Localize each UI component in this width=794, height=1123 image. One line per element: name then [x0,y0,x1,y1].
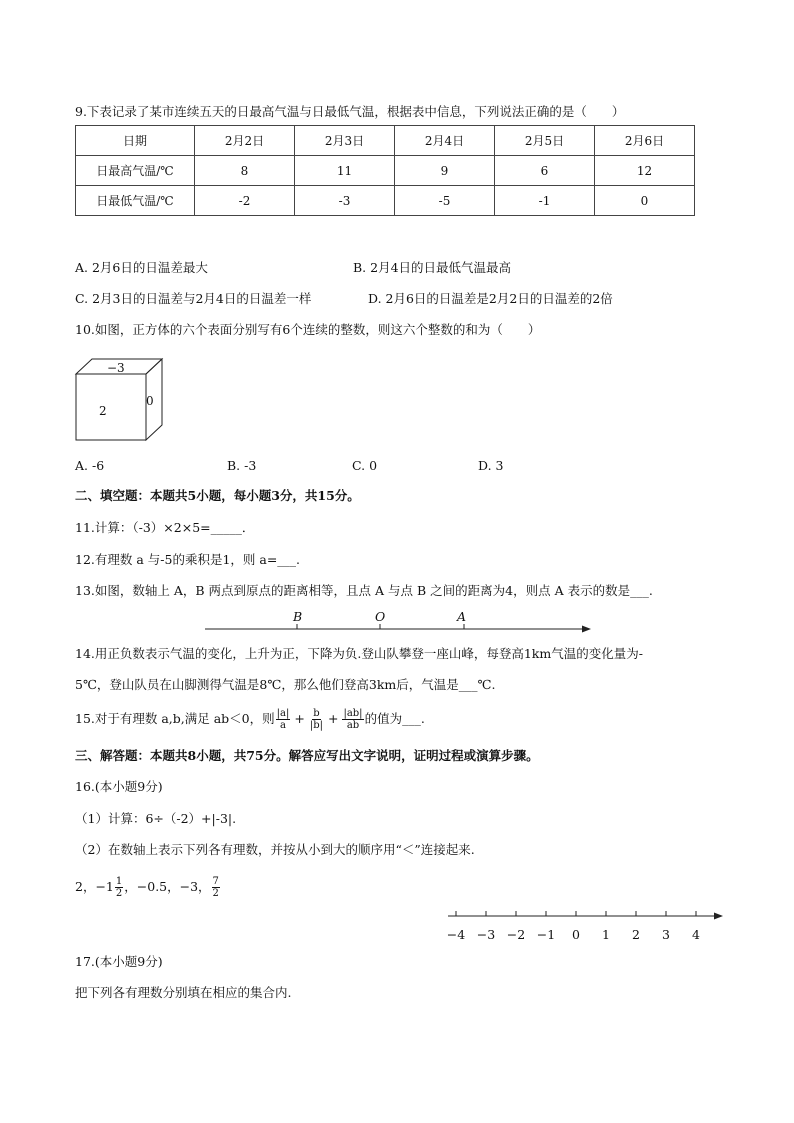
table-cell: -2 [195,186,295,216]
q17-title: 17.(本小题9分) [75,954,163,969]
axis-tick-label: −2 [506,927,526,942]
arrow-icon [582,626,591,633]
table-header-cell: 日期 [76,126,195,156]
q15 [75,705,425,733]
q16-number-line [448,907,728,923]
q10-stem: 10.如图，正方体的六个表面分别写有6个连续的整数，则这六个整数的和为（ ） [75,322,541,337]
fraction-numerator: b [313,707,320,719]
q16-title: 16.(本小题9分) [75,779,163,794]
number-list-mid: ，−0.5，−3， [124,879,211,894]
table-header-cell: 2月5日 [495,126,595,156]
fraction-seven-halves [212,876,220,899]
fraction-abs-a-over-a [276,708,291,731]
arrow-icon [714,913,723,920]
axis-tick-label: 4 [692,927,700,942]
cube-side-number: 0 [146,394,154,408]
point-b-label: B [293,609,303,624]
table-row [76,156,695,186]
fraction-abs-ab-over-ab [342,708,363,731]
q9-option-b: B. 2月4日的日最低气温最高 [353,260,512,275]
q14-line-1: 14.用正负数表示气温的变化，上升为正，下降为负.登山队攀登一座山峰，每登高1km气温的变化量为- [75,646,643,661]
plus-sign: + [294,711,305,726]
plus-sign: + [327,711,339,726]
q14-line-2: 5℃，登山队员在山脚测得气温是8℃，那么他们登高3km后，气温是___℃. [75,677,496,692]
q10-option-c: C. 0 [352,458,378,473]
q10-option-a: A. -6 [75,458,105,473]
table-row [76,186,695,216]
point-a-label: A [457,609,467,624]
fraction-denominator: |b| [309,719,323,731]
axis-tick-label: 3 [662,927,670,942]
q12: 12.有理数 a 与-5的乘积是1，则 a=___. [75,552,301,567]
table-cell: 9 [395,156,495,186]
fraction-denominator: ab [346,719,360,731]
q15-suffix: 的值为___. [364,711,425,726]
fraction-denominator: 2 [212,887,219,899]
axis-tick-label: −3 [476,927,496,942]
point-o-label: O [375,609,386,624]
cube-top-number: −3 [107,361,125,375]
number-list-pre: 2，−1 [75,879,114,894]
fraction-denominator: a [280,719,286,731]
axis-tick-label: −4 [446,927,466,942]
table-header-cell: 2月6日 [595,126,695,156]
axis-tick-label: 1 [602,927,610,942]
table-cell: 日最高气温/℃ [76,156,195,186]
q9-stem: 9.下表记录了某市连续五天的日最高气温与日最低气温，根据表中信息，下列说法正确的是（ ） [75,104,625,119]
table-cell: 日最低气温/℃ [76,186,195,216]
fraction-one-half [115,876,123,899]
q9-option-a: A. 2月6日的日温差最大 [75,260,208,275]
section-3-heading: 三、解答题：本题共8小题，共75分。解答应写出文字说明，证明过程或演算步骤。 [75,748,539,763]
q10-option-d: D. 3 [478,458,504,473]
table-cell: -5 [395,186,495,216]
table-cell: -1 [495,186,595,216]
q16-part-2: （2）在数轴上表示下列各有理数，并按从小到大的顺序用“＜”连接起来. [75,842,475,857]
fraction-b-over-abs-b [309,708,324,731]
axis-tick-label: −1 [536,927,556,942]
table-cell: 8 [195,156,295,186]
q16-part-1: （1）计算：6÷（-2）+|-3|. [75,811,237,826]
q10-option-b: B. -3 [227,458,257,473]
cube-front-face [76,374,146,440]
axis-tick-label: 2 [632,927,640,942]
table-header-cell: 2月2日 [195,126,295,156]
axis-tick-label: 0 [572,927,580,942]
table-header-row [76,126,695,156]
table-cell: 12 [595,156,695,186]
temperature-table [75,125,695,216]
q13-number-line [205,620,595,638]
q9-option-c: C. 2月3日的日温差与2月4日的日温差一样 [75,291,312,306]
q13-stem: 13.如图，数轴上 A，B 两点到原点的距离相等，且点 A 与点 B 之间的距离为4，则点 A 表示的数是___. [75,583,653,598]
section-2-heading: 二、填空题：本题共5小题，每小题3分，共15分。 [75,488,360,503]
q11: 11.计算：（-3）×2×5=_____． [75,520,255,535]
q16-number-list [75,872,221,902]
table-header-cell: 2月4日 [395,126,495,156]
cube-front-number: 2 [99,404,107,418]
table-header-cell: 2月3日 [295,126,395,156]
fraction-numerator: 7 [212,875,219,887]
table-cell: 11 [295,156,395,186]
table-cell: 0 [595,186,695,216]
q17-text: 把下列各有理数分别填在相应的集合内. [75,985,292,1000]
table-cell: -3 [295,186,395,216]
table-cell: 6 [495,156,595,186]
fraction-numerator: 1 [115,875,123,887]
fraction-numerator: |ab| [343,707,363,719]
q15-prefix: 15.对于有理数 a,b,满足 ab＜0，则 [75,711,275,726]
fraction-numerator: |a| [276,707,290,719]
q9-option-d: D. 2月6日的日温差是2月2日的日温差的2倍 [368,291,613,306]
fraction-denominator: 2 [115,887,123,899]
